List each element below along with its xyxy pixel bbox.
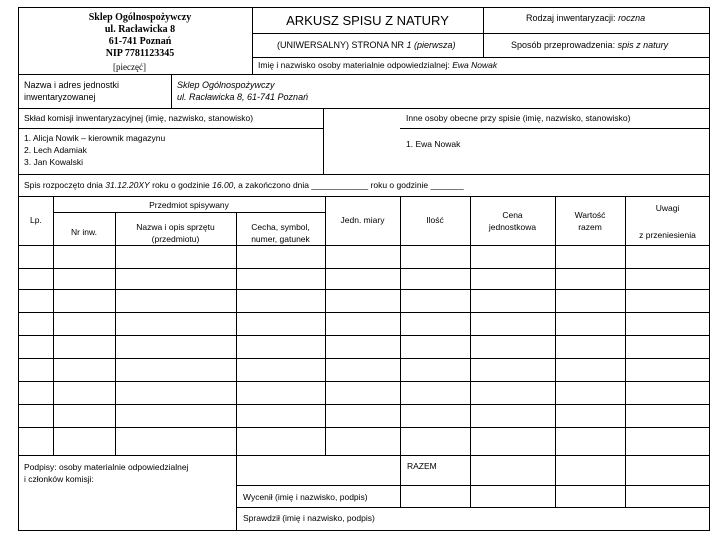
col-qty: Ilość (426, 215, 444, 225)
timing-line: Spis rozpoczęto dnia 31.12.20XY roku o godzinie 16.00, a zakończono dnia ____________ roku o godzinie _______ (24, 180, 464, 190)
company-city: 61-741 Poznań (108, 36, 172, 47)
commission-member: 3. Jan Kowalski (24, 157, 84, 167)
form-subtitle (277, 40, 456, 50)
col-name: Nazwa i opis sprzętu (przedmiotu) (136, 222, 215, 244)
method-value: spis z natury (617, 40, 669, 50)
unit-value: Sklep Ogólnospożywczy ul. Racławicka 8, 61-741 Poznań (177, 80, 309, 102)
responsible-value: Ewa Nowak (452, 60, 498, 70)
form-title: ARKUSZ SPISU Z NATURY (286, 13, 449, 28)
other-person: 1. Ewa Nowak (406, 139, 461, 149)
page-number: 1 (pierwsza) (406, 40, 456, 50)
form-frame (18, 7, 710, 531)
col-mark: Cecha, symbol, numer, gatunek (251, 222, 310, 244)
commission-member: 1. Alicja Nowik – kierownik magazynu (24, 133, 166, 143)
col-group-item: Przedmiot spisywany (149, 200, 229, 210)
col-lp: Lp. (30, 215, 42, 225)
col-value: Wartość razem (574, 210, 606, 232)
commission-member: 2. Lech Adamiak (24, 145, 87, 155)
company-name: Sklep Ogólnospożywczy (88, 12, 192, 23)
method-label: Sposób przeprowadzenia: (511, 40, 616, 50)
unit-label: Nazwa i adres jednostki inwentaryzowanej (24, 80, 120, 102)
col-carry: z przeniesienia (639, 230, 696, 240)
col-unit: Jedn. miary (340, 215, 385, 225)
inventory-type (526, 13, 645, 23)
signatures-label: Podpisy: osoby materialnie odpowiedzialnej i członków komisji: (24, 462, 189, 484)
company-street: ul. Racławicka 8 (104, 24, 176, 35)
responsible-person (258, 60, 497, 70)
company-nip: NIP 7781123345 (105, 48, 175, 59)
stamp-label: [pieczęć] (113, 62, 146, 72)
inventory-type-label: Rodzaj inwentaryzacji: (526, 13, 616, 23)
end-hour-blank: _______ (430, 180, 464, 190)
total-label: RAZEM (407, 461, 437, 471)
subtitle-prefix: (UNIWERSALNY) STRONA NR (277, 40, 405, 50)
start-date: 31.12.20XY (105, 180, 150, 190)
col-notes: Uwagi (655, 203, 680, 213)
col-price: Cena jednostkowa (488, 210, 537, 232)
inventory-type-value: roczna (618, 13, 646, 23)
valued-by: Wycenił (imię i nazwisko, podpis) (243, 492, 368, 502)
company-block (60, 12, 220, 60)
commission-label: Skład komisji inwentaryzacyjnej (imię, nazwisko, stanowisko) (24, 113, 254, 123)
col-inv: Nr inw. (71, 227, 97, 237)
others-label: Inne osoby obecne przy spisie (imię, nazwisko, stanowisko) (406, 113, 631, 123)
checked-by: Sprawdził (imię i nazwisko, podpis) (243, 513, 375, 523)
inventory-method (511, 40, 668, 50)
commission-members (24, 132, 165, 168)
start-hour: 16.00 (212, 180, 234, 190)
end-date-blank: ____________ (311, 180, 369, 190)
responsible-label: Imię i nazwisko osoby materialnie odpowiedzialnej: (258, 60, 450, 70)
